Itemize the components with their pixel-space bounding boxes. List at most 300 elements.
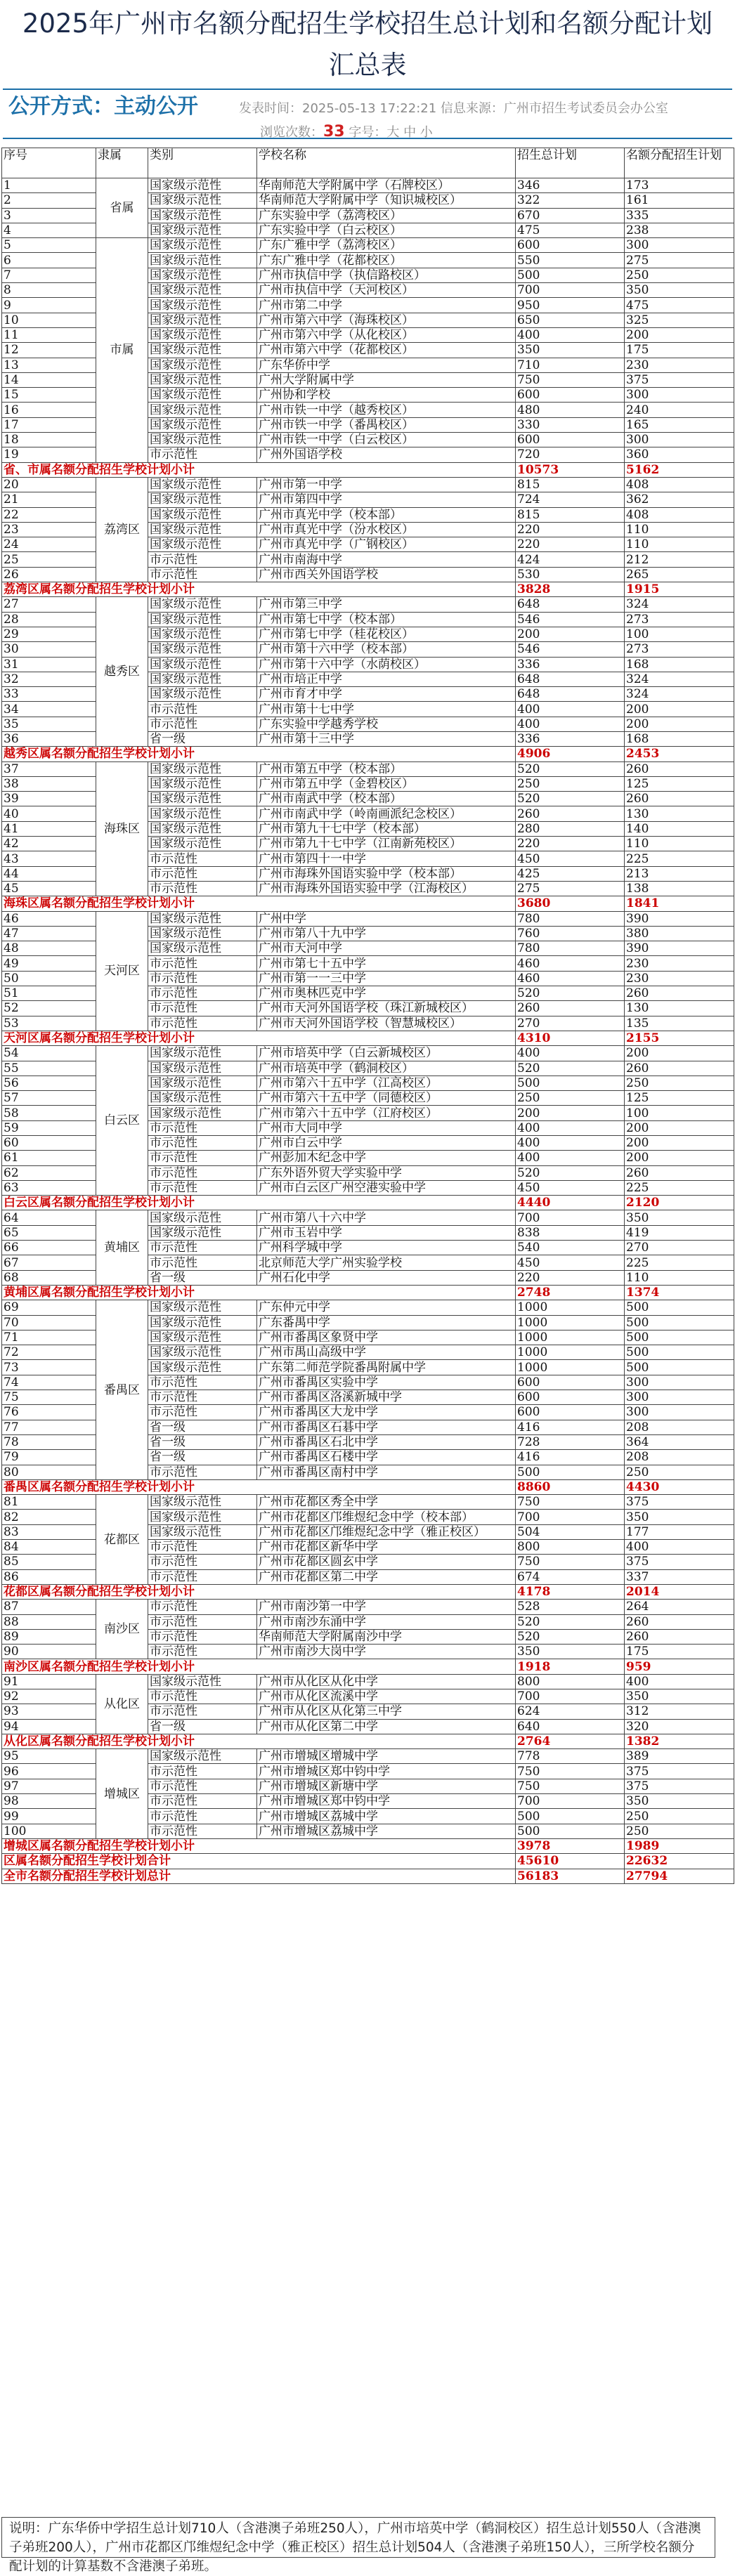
school-name-cell: 华南师范大学附属中学（石牌校区） <box>257 178 516 193</box>
school-name-cell: 广州市增城区郑中钧中学 <box>257 1764 516 1779</box>
category-cell: 市示范性 <box>148 567 257 582</box>
row-index: 94 <box>2 1719 96 1734</box>
school-name-cell: 广州市南沙第一中学 <box>257 1600 516 1614</box>
school-name-cell: 广州市玉岩中学 <box>257 1225 516 1240</box>
total-plan-cell: 500 <box>516 1809 625 1824</box>
row-index: 11 <box>2 327 96 342</box>
category-cell: 国家级示范性 <box>148 1075 257 1090</box>
quota-plan-cell: 300 <box>625 238 734 253</box>
subtotal-row <box>2 1285 734 1300</box>
school-name-cell: 广州石化中学 <box>257 1270 516 1285</box>
row-index: 5 <box>2 238 96 253</box>
quota-plan-cell: 238 <box>625 223 734 237</box>
school-name-cell: 广东广雅中学（花都校区） <box>257 253 516 268</box>
table-row <box>2 1300 734 1315</box>
quota-plan-cell: 250 <box>625 1075 734 1090</box>
subtotal-row <box>2 1734 734 1748</box>
row-index: 50 <box>2 971 96 986</box>
total-plan-cell: 750 <box>516 1764 625 1779</box>
school-name-cell: 广州市番禺区石北中学 <box>257 1434 516 1449</box>
quota-plan-cell: 225 <box>625 1180 734 1195</box>
row-index: 1 <box>2 178 96 193</box>
row-index: 81 <box>2 1495 96 1510</box>
category-cell: 省一级 <box>148 1719 257 1734</box>
subtotal-label: 荔湾区属名额分配招生学校计划小计 <box>2 582 516 597</box>
category-cell: 市示范性 <box>148 1375 257 1390</box>
grand-quota-plan: 27794 <box>625 1869 734 1883</box>
quota-plan-cell: 500 <box>625 1315 734 1330</box>
row-index: 52 <box>2 1001 96 1016</box>
subtotal-quota-plan: 959 <box>625 1659 734 1674</box>
quota-plan-cell: 200 <box>625 717 734 731</box>
total-plan-cell: 674 <box>516 1569 625 1584</box>
total-plan-cell: 1000 <box>516 1300 625 1315</box>
category-cell: 国家级示范性 <box>148 1345 257 1360</box>
row-index: 30 <box>2 642 96 657</box>
quota-plan-cell: 225 <box>625 1255 734 1270</box>
total-plan-cell: 710 <box>516 358 625 372</box>
school-name-cell: 广东实验中学（白云校区） <box>257 223 516 237</box>
quota-plan-cell: 300 <box>625 1375 734 1390</box>
category-cell: 国家级示范性 <box>148 358 257 372</box>
school-name-cell: 广州市培正中学 <box>257 672 516 686</box>
total-plan-cell: 700 <box>516 1689 625 1704</box>
header-total-plan: 招生总计划 <box>516 148 625 178</box>
quota-plan-cell: 260 <box>625 1061 734 1075</box>
quota-plan-cell: 200 <box>625 1046 734 1061</box>
row-index: 68 <box>2 1270 96 1285</box>
table-row <box>2 477 734 492</box>
total-plan-cell: 815 <box>516 507 625 522</box>
row-index: 24 <box>2 537 96 552</box>
district-cell: 省属 <box>96 178 148 238</box>
school-name-cell: 广州市南沙大岗中学 <box>257 1645 516 1659</box>
table-row <box>2 1046 734 1061</box>
school-name-cell: 广州市第五中学（金碧校区） <box>257 776 516 791</box>
row-index: 7 <box>2 268 96 282</box>
category-cell: 市示范性 <box>148 1016 257 1031</box>
category-cell: 省一级 <box>148 1270 257 1285</box>
subtotal-label: 南沙区属名额分配招生学校计划小计 <box>2 1659 516 1674</box>
school-name-cell: 广州市从化区流溪中学 <box>257 1689 516 1704</box>
school-name-cell: 北京师范大学广州实验学校 <box>257 1255 516 1270</box>
row-index: 65 <box>2 1225 96 1240</box>
quota-plan-cell: 110 <box>625 522 734 537</box>
school-name-cell: 广州市南武中学（岭南画派纪念校区） <box>257 806 516 821</box>
quota-plan-cell: 375 <box>625 1555 734 1569</box>
subtotal-total-plan: 4178 <box>516 1584 625 1599</box>
font-size-switch[interactable]: 字号：大 中 小 <box>344 125 433 140</box>
category-cell: 国家级示范性 <box>148 1495 257 1510</box>
subtotal-quota-plan: 2120 <box>625 1196 734 1210</box>
total-plan-cell: 624 <box>516 1704 625 1719</box>
school-name-cell: 广东广雅中学（荔湾校区） <box>257 238 516 253</box>
row-index: 92 <box>2 1689 96 1704</box>
quota-plan-cell: 110 <box>625 537 734 552</box>
category-cell: 市示范性 <box>148 1120 257 1135</box>
total-plan-cell: 780 <box>516 941 625 956</box>
total-plan-cell: 648 <box>516 597 625 612</box>
category-cell: 市示范性 <box>148 1405 257 1420</box>
row-index: 2 <box>2 193 96 208</box>
total-plan-cell: 780 <box>516 911 625 926</box>
row-index: 71 <box>2 1330 96 1345</box>
row-index: 57 <box>2 1091 96 1106</box>
subtotal-quota-plan: 2155 <box>625 1031 734 1045</box>
school-name-cell: 广州市育才中学 <box>257 687 516 702</box>
total-plan-cell: 550 <box>516 253 625 268</box>
school-name-cell: 广州市番禺区南村中学 <box>257 1465 516 1479</box>
total-plan-cell: 460 <box>516 971 625 986</box>
table-header-row <box>2 148 734 178</box>
quota-plan-cell: 350 <box>625 283 734 298</box>
school-name-cell: 广东实验中学越秀学校 <box>257 717 516 731</box>
row-index: 79 <box>2 1450 96 1465</box>
school-name-cell: 广州市天河外国语学校（智慧城校区） <box>257 1016 516 1031</box>
district-cell: 黄埔区 <box>96 1210 148 1285</box>
row-index: 18 <box>2 433 96 447</box>
category-cell: 市示范性 <box>148 1569 257 1584</box>
total-plan-cell: 750 <box>516 1555 625 1569</box>
school-name-cell: 广州市第六中学（从化校区） <box>257 327 516 342</box>
quota-plan-cell: 324 <box>625 672 734 686</box>
meta-row <box>0 90 735 140</box>
subtotal-quota-plan: 2453 <box>625 747 734 761</box>
total-plan-cell: 778 <box>516 1749 625 1764</box>
total-plan-cell: 400 <box>516 1136 625 1151</box>
table-row <box>2 1210 734 1225</box>
category-cell: 国家级示范性 <box>148 268 257 282</box>
category-cell: 市示范性 <box>148 1689 257 1704</box>
category-cell: 国家级示范性 <box>148 837 257 851</box>
subtotal-quota-plan: 1374 <box>625 1285 734 1300</box>
header-affiliation: 隶属 <box>96 148 148 178</box>
category-cell: 市示范性 <box>148 717 257 731</box>
total-plan-cell: 728 <box>516 1434 625 1449</box>
row-index: 80 <box>2 1465 96 1479</box>
header-school: 学校名称 <box>257 148 516 178</box>
row-index: 49 <box>2 956 96 971</box>
subtotal-quota-plan: 1841 <box>625 896 734 911</box>
quota-plan-cell: 140 <box>625 821 734 836</box>
row-index: 4 <box>2 223 96 237</box>
school-name-cell: 广州市真光中学（汾水校区） <box>257 522 516 537</box>
school-name-cell: 广州市天河中学 <box>257 941 516 956</box>
page-title: 2025年广州市名额分配招生学校招生总计划和名额分配计划汇总表 <box>22 8 713 80</box>
category-cell: 市示范性 <box>148 986 257 1001</box>
school-name-cell: 广州市铁一中学（番禺校区） <box>257 417 516 432</box>
school-name-cell: 广州市从化区从化中学 <box>257 1674 516 1689</box>
school-name-cell: 广州市第八十六中学 <box>257 1210 516 1225</box>
total-plan-cell: 250 <box>516 1091 625 1106</box>
row-index: 58 <box>2 1106 96 1120</box>
row-index: 72 <box>2 1345 96 1360</box>
subtotal-row <box>2 1479 734 1494</box>
total-plan-cell: 275 <box>516 881 625 896</box>
category-cell: 国家级示范性 <box>148 642 257 657</box>
category-cell: 省一级 <box>148 1420 257 1434</box>
total-plan-cell: 416 <box>516 1420 625 1434</box>
category-cell: 市示范性 <box>148 1151 257 1165</box>
category-cell: 国家级示范性 <box>148 941 257 956</box>
school-name-cell: 广州彭加木纪念中学 <box>257 1151 516 1165</box>
total-plan-cell: 650 <box>516 313 625 327</box>
quota-plan-cell: 175 <box>625 1645 734 1659</box>
row-index: 95 <box>2 1749 96 1764</box>
row-index: 98 <box>2 1794 96 1809</box>
category-cell: 国家级示范性 <box>148 343 257 358</box>
quota-plan-cell: 375 <box>625 372 734 387</box>
header-index: 序号 <box>2 148 96 178</box>
school-name-cell: 广州市执信中学（执信路校区） <box>257 268 516 282</box>
school-name-cell: 广州市海珠外国语实验中学（江海校区） <box>257 881 516 896</box>
school-name-cell: 广东番禺中学 <box>257 1315 516 1330</box>
category-cell: 省一级 <box>148 1434 257 1449</box>
total-plan-cell: 500 <box>516 1465 625 1479</box>
row-index: 14 <box>2 372 96 387</box>
subtotal-quota-plan: 2014 <box>625 1584 734 1599</box>
total-plan-cell: 500 <box>516 1075 625 1090</box>
meta-divider <box>3 138 732 139</box>
total-plan-cell: 724 <box>516 492 625 507</box>
row-index: 9 <box>2 298 96 313</box>
row-index: 20 <box>2 477 96 492</box>
category-cell: 国家级示范性 <box>148 253 257 268</box>
category-cell: 国家级示范性 <box>148 911 257 926</box>
total-plan-cell: 520 <box>516 792 625 806</box>
row-index: 87 <box>2 1600 96 1614</box>
quota-plan-cell: 500 <box>625 1345 734 1360</box>
quota-plan-cell: 161 <box>625 193 734 208</box>
school-name-cell: 广东外语外贸大学实验中学 <box>257 1165 516 1180</box>
category-cell: 国家级示范性 <box>148 627 257 641</box>
category-cell: 市示范性 <box>148 1465 257 1479</box>
school-name-cell: 广州中学 <box>257 911 516 926</box>
row-index: 36 <box>2 731 96 746</box>
quota-plan-cell: 200 <box>625 1151 734 1165</box>
row-index: 70 <box>2 1315 96 1330</box>
category-cell: 国家级示范性 <box>148 492 257 507</box>
row-index: 67 <box>2 1255 96 1270</box>
school-name-cell: 广州大学附属中学 <box>257 372 516 387</box>
school-name-cell: 广州市花都区邝维煜纪念中学（雅正校区） <box>257 1524 516 1539</box>
category-cell: 国家级示范性 <box>148 1315 257 1330</box>
category-cell: 市示范性 <box>148 1614 257 1629</box>
quota-plan-cell: 325 <box>625 313 734 327</box>
row-index: 55 <box>2 1061 96 1075</box>
row-index: 97 <box>2 1779 96 1793</box>
quota-plan-cell: 168 <box>625 657 734 672</box>
total-plan-cell: 504 <box>516 1524 625 1539</box>
category-cell: 国家级示范性 <box>148 537 257 552</box>
quota-plan-cell: 337 <box>625 1569 734 1584</box>
school-name-cell: 广东华侨中学 <box>257 358 516 372</box>
category-cell: 国家级示范性 <box>148 1210 257 1225</box>
total-plan-cell: 700 <box>516 1794 625 1809</box>
subtotal-label: 黄埔区属名额分配招生学校计划小计 <box>2 1285 516 1300</box>
total-plan-cell: 350 <box>516 1645 625 1659</box>
total-plan-cell: 400 <box>516 1046 625 1061</box>
row-index: 51 <box>2 986 96 1001</box>
school-name-cell: 广州市第九十七中学（江南新苑校区） <box>257 837 516 851</box>
total-plan-cell: 760 <box>516 926 625 941</box>
total-plan-cell: 546 <box>516 642 625 657</box>
school-name-cell: 广州市白云中学 <box>257 1136 516 1151</box>
total-plan-cell: 800 <box>516 1674 625 1689</box>
quota-plan-cell: 200 <box>625 327 734 342</box>
subtotal-label: 白云区属名额分配招生学校计划小计 <box>2 1196 516 1210</box>
district-cell: 天河区 <box>96 911 148 1031</box>
school-name-cell: 广州市第一中学 <box>257 477 516 492</box>
quota-plan-cell: 300 <box>625 1405 734 1420</box>
category-cell: 国家级示范性 <box>148 223 257 237</box>
row-index: 35 <box>2 717 96 731</box>
row-index: 38 <box>2 776 96 791</box>
school-name-cell: 广州协和学校 <box>257 388 516 403</box>
quota-plan-cell: 270 <box>625 1241 734 1255</box>
total-plan-cell: 700 <box>516 1210 625 1225</box>
total-plan-cell: 1000 <box>516 1345 625 1360</box>
row-index: 86 <box>2 1569 96 1584</box>
subtotal-row <box>2 1196 734 1210</box>
quota-plan-cell: 200 <box>625 702 734 717</box>
subtotal-row <box>2 462 734 477</box>
school-name-cell: 广州市番禺区大龙中学 <box>257 1405 516 1420</box>
subtotal-total-plan: 2748 <box>516 1285 625 1300</box>
school-name-cell: 华南师范大学附属中学（知识城校区） <box>257 193 516 208</box>
category-cell: 市示范性 <box>148 866 257 881</box>
total-plan-cell: 520 <box>516 1629 625 1644</box>
school-name-cell: 广州市从化区从化第三中学 <box>257 1704 516 1719</box>
school-name-cell: 广州市花都区邝维煜纪念中学（校本部） <box>257 1510 516 1524</box>
total-plan-cell: 815 <box>516 477 625 492</box>
table-row <box>2 238 734 253</box>
row-index: 22 <box>2 507 96 522</box>
school-name-cell: 华南师范大学附属南沙中学 <box>257 1629 516 1644</box>
total-plan-cell: 480 <box>516 403 625 417</box>
school-name-cell: 广州市增城区荔城中学 <box>257 1809 516 1824</box>
row-index: 53 <box>2 1016 96 1031</box>
quota-plan-cell: 380 <box>625 926 734 941</box>
row-index: 99 <box>2 1809 96 1824</box>
category-cell: 市示范性 <box>148 552 257 567</box>
school-name-cell: 广州市花都区新华中学 <box>257 1540 516 1555</box>
row-index: 59 <box>2 1120 96 1135</box>
quota-plan-cell: 125 <box>625 776 734 791</box>
category-cell: 市示范性 <box>148 1809 257 1824</box>
district-cell: 增城区 <box>96 1749 148 1839</box>
quota-plan-cell: 324 <box>625 597 734 612</box>
subtotal-label: 增城区属名额分配招生学校计划小计 <box>2 1838 516 1853</box>
total-plan-cell: 950 <box>516 298 625 313</box>
school-name-cell: 广州市铁一中学（越秀校区） <box>257 403 516 417</box>
quota-plan-cell: 273 <box>625 612 734 627</box>
school-name-cell: 广州市第二中学 <box>257 298 516 313</box>
quota-plan-cell: 400 <box>625 1540 734 1555</box>
category-cell: 国家级示范性 <box>148 1091 257 1106</box>
subtotal-label: 花都区属名额分配招生学校计划小计 <box>2 1584 516 1599</box>
total-plan-cell: 750 <box>516 372 625 387</box>
category-cell: 国家级示范性 <box>148 372 257 387</box>
quota-plan-cell: 389 <box>625 1749 734 1764</box>
quota-plan-cell: 230 <box>625 971 734 986</box>
category-cell: 市示范性 <box>148 1824 257 1838</box>
category-cell: 市示范性 <box>148 1555 257 1569</box>
header-category: 类别 <box>148 148 257 178</box>
subtotal-total-plan: 8860 <box>516 1479 625 1494</box>
school-name-cell: 广州市增城区新塘中学 <box>257 1779 516 1793</box>
quota-plan-cell: 475 <box>625 298 734 313</box>
table-body <box>2 178 734 1884</box>
row-index: 44 <box>2 866 96 881</box>
quota-plan-cell: 250 <box>625 1809 734 1824</box>
row-index: 96 <box>2 1764 96 1779</box>
category-cell: 国家级示范性 <box>148 403 257 417</box>
total-plan-cell: 450 <box>516 1255 625 1270</box>
total-plan-cell: 220 <box>516 522 625 537</box>
row-index: 63 <box>2 1180 96 1195</box>
category-cell: 国家级示范性 <box>148 657 257 672</box>
school-name-cell: 广州市第六中学（海珠校区） <box>257 313 516 327</box>
grand-total-label: 区属名额分配招生学校计划合计 <box>2 1854 516 1869</box>
total-plan-cell: 670 <box>516 208 625 223</box>
school-name-cell: 广州市奥林匹克中学 <box>257 986 516 1001</box>
quota-plan-cell: 350 <box>625 1510 734 1524</box>
school-name-cell: 广州市增城区郑中钧中学 <box>257 1794 516 1809</box>
subtotal-quota-plan: 1989 <box>625 1838 734 1853</box>
total-plan-cell: 750 <box>516 1495 625 1510</box>
total-plan-cell: 546 <box>516 612 625 627</box>
category-cell: 市示范性 <box>148 1645 257 1659</box>
row-index: 77 <box>2 1420 96 1434</box>
total-plan-cell: 800 <box>516 1540 625 1555</box>
quota-plan-cell: 175 <box>625 343 734 358</box>
table-row <box>2 761 734 776</box>
total-plan-cell: 220 <box>516 1270 625 1285</box>
category-cell: 市示范性 <box>148 1255 257 1270</box>
category-cell: 市示范性 <box>148 956 257 971</box>
grand-total-plan: 56183 <box>516 1869 625 1883</box>
subtotal-quota-plan: 5162 <box>625 462 734 477</box>
quota-plan-cell: 375 <box>625 1764 734 1779</box>
row-index: 56 <box>2 1075 96 1090</box>
category-cell: 国家级示范性 <box>148 821 257 836</box>
grand-total-row <box>2 1854 734 1869</box>
total-plan-cell: 640 <box>516 1719 625 1734</box>
school-name-cell: 广州外国语学校 <box>257 447 516 462</box>
total-plan-cell: 336 <box>516 657 625 672</box>
school-name-cell: 广州市第九十七中学（校本部） <box>257 821 516 836</box>
total-plan-cell: 250 <box>516 776 625 791</box>
subtotal-quota-plan: 1915 <box>625 582 734 597</box>
total-plan-cell: 450 <box>516 1180 625 1195</box>
quota-plan-cell: 350 <box>625 1210 734 1225</box>
row-index: 85 <box>2 1555 96 1569</box>
category-cell: 国家级示范性 <box>148 208 257 223</box>
school-name-cell: 广州市第六十五中学（江高校区） <box>257 1075 516 1090</box>
category-cell: 省一级 <box>148 731 257 746</box>
quota-plan-cell: 400 <box>625 1674 734 1689</box>
row-index: 45 <box>2 881 96 896</box>
total-plan-cell: 400 <box>516 717 625 731</box>
row-index: 61 <box>2 1151 96 1165</box>
subtotal-total-plan: 3828 <box>516 582 625 597</box>
row-index: 17 <box>2 417 96 432</box>
quota-plan-cell: 260 <box>625 1614 734 1629</box>
school-name-cell: 广州市花都区第二中学 <box>257 1569 516 1584</box>
quota-plan-cell: 177 <box>625 1524 734 1539</box>
subtotal-label: 天河区属名额分配招生学校计划小计 <box>2 1031 516 1045</box>
